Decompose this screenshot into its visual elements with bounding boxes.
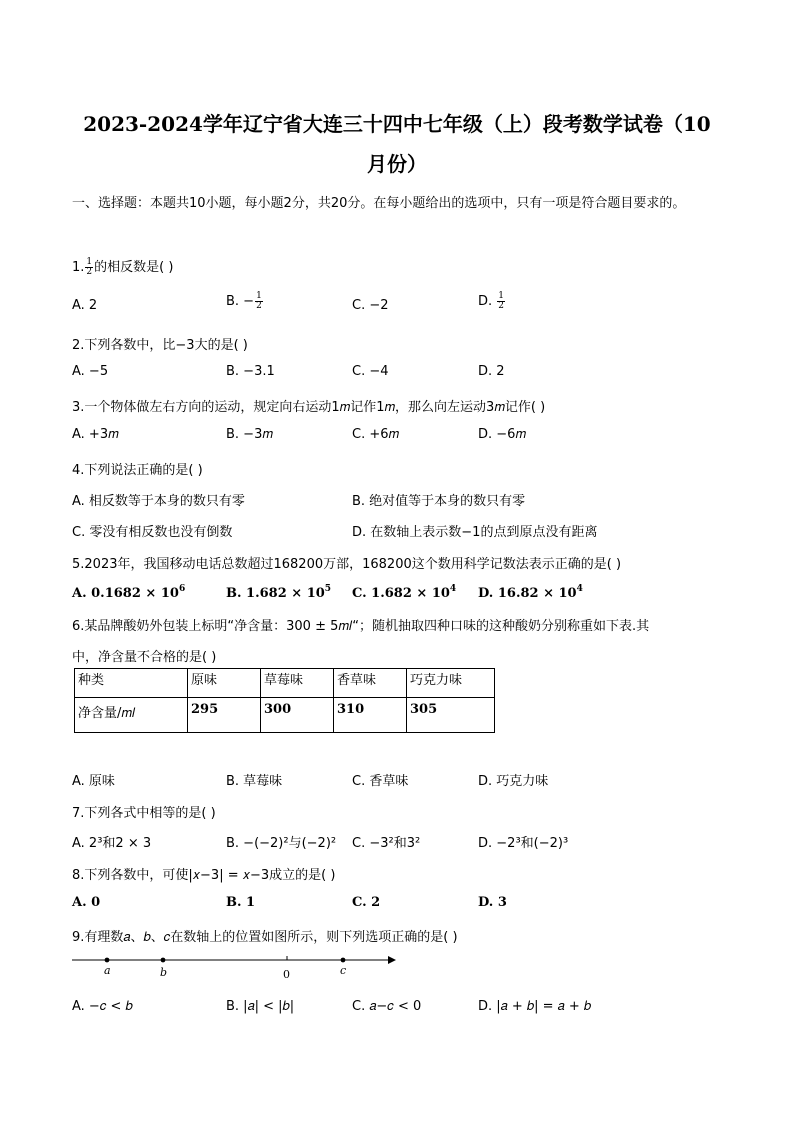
point-a	[105, 958, 110, 963]
q8-option-c: C. 2	[352, 895, 381, 910]
q9-option-d: D. |𝑎 + 𝑏| = 𝑎 + 𝑏	[478, 999, 592, 1014]
table-cell: 305	[407, 698, 495, 733]
question-6-line-2: 中，净含量不合格的是( )	[72, 650, 217, 665]
question-7: 7.下列各式中相等的是( )	[72, 806, 216, 821]
q1-option-c: C. −2	[352, 298, 389, 313]
q2-option-d: D. 2	[478, 364, 505, 379]
q3-option-a: A. +3𝑚	[72, 427, 119, 442]
q1-fraction: $\frac{1}{2}$	[86, 257, 93, 277]
table-row	[75, 698, 495, 733]
table-cell: 净含量/𝑚𝑙	[75, 698, 188, 733]
label-a: a	[104, 964, 111, 977]
q5-option-d: D. $16.82 \times 10^4$	[478, 584, 583, 601]
question-8: 8.下列各数中，可使|𝑥−3| = 𝑥−3成立的是( )	[72, 868, 336, 883]
table-cell: 种类	[75, 669, 188, 698]
exam-title	[64, 104, 730, 184]
q1-option-d: D. $\frac{1}{2}$	[478, 291, 505, 311]
title-line-2: 月份）	[367, 152, 427, 176]
arrow-icon	[388, 956, 396, 964]
label-b: b	[160, 966, 168, 979]
q7-option-d: D. −2³和(−2)³	[478, 836, 569, 851]
q5-option-c: C. $1.682 \times 10^4$	[352, 584, 457, 601]
q9-option-b: B. |𝑎| < |𝑏|	[226, 999, 295, 1014]
question-4: 4.下列说法正确的是( )	[72, 463, 203, 478]
question-9: 9.有理数𝑎、𝑏、𝑐在数轴上的位置如图所示，则下列选项正确的是( )	[72, 930, 458, 945]
q9-option-a: A. −𝑐 < 𝑏	[72, 999, 133, 1014]
label-zero: 0	[283, 968, 290, 981]
table-cell: 295	[188, 698, 261, 733]
q9-option-c: C. 𝑎−𝑐 < 0	[352, 999, 422, 1014]
q5-option-b: B. $1.682 \times 10^5$	[226, 584, 332, 601]
title-line-1: 2023-2024学年辽宁省大连三十四中七年级（上）段考数学试卷（10	[83, 112, 711, 136]
q8-option-a: A. 0	[72, 895, 101, 910]
q1-option-b: B. − $\frac{1}{2}$	[226, 291, 262, 311]
q4-option-c: C. 零没有相反数也没有倒数	[72, 525, 233, 540]
point-c	[341, 958, 346, 963]
q2-option-a: A. −5	[72, 364, 109, 379]
table-cell: 草莓味	[261, 669, 334, 698]
q6-option-a: A. 原味	[72, 774, 115, 789]
q5-option-a: A. $0.1682 \times 10^6$	[72, 584, 186, 601]
question-2: 2.下列各数中，比−3大的是( )	[72, 338, 248, 353]
q8-option-d: D. 3	[478, 895, 507, 910]
q1-option-a: A. 2	[72, 298, 98, 313]
table-cell: 巧克力味	[407, 669, 495, 698]
q7-option-a: A. 2³和2 × 3	[72, 836, 152, 851]
q4-option-b: B. 绝对值等于本身的数只有零	[352, 494, 526, 509]
q4-option-d: D. 在数轴上表示数−1的点到原点没有距离	[352, 525, 598, 540]
question-1: 1. $\frac{1}{2}$ 的相反数是( )	[72, 257, 174, 277]
table-row	[75, 669, 495, 698]
label-c: c	[340, 964, 347, 977]
q6-option-c: C. 香草味	[352, 774, 409, 789]
q2-option-b: B. −3.1	[226, 364, 275, 379]
q3-option-c: C. +6𝑚	[352, 427, 400, 442]
q4-option-a: A. 相反数等于本身的数只有零	[72, 494, 245, 509]
number-line	[70, 950, 400, 984]
table-cell: 原味	[188, 669, 261, 698]
q6-option-d: D. 巧克力味	[478, 774, 549, 789]
point-b	[161, 958, 166, 963]
question-5: 5.2023年，我国移动电话总数超过168200万部，168200这个数用科学记数法表示正确的是( )	[72, 557, 622, 572]
question-6-line-1: 6.某品牌酸奶外包装上标明“净含量：300 ± 5𝑚𝑙“；随机抽取四种口味的这种酸奶分别称重如下表.其	[72, 619, 650, 634]
q7-option-c: C. −3²和3²	[352, 836, 421, 851]
section-heading: 一、选择题：本题共10小题，每小题2分，共20分。在每小题给出的选项中，只有一项是符合题目要求的。	[72, 196, 686, 211]
table-cell: 300	[261, 698, 334, 733]
question-3: 3.一个物体做左右方向的运动，规定向右运动1𝑚记作1𝑚，那么向左运动3𝑚记作( )	[72, 400, 546, 415]
q6-option-b: B. 草莓味	[226, 774, 283, 789]
table-cell: 310	[334, 698, 407, 733]
q8-option-b: B. 1	[226, 895, 256, 910]
q3-option-d: D. −6𝑚	[478, 427, 526, 442]
q2-option-c: C. −4	[352, 364, 389, 379]
q6-table	[74, 668, 495, 733]
table-cell: 香草味	[334, 669, 407, 698]
q3-option-b: B. −3𝑚	[226, 427, 273, 442]
q7-option-b: B. −(−2)²与(−2)²	[226, 836, 337, 851]
